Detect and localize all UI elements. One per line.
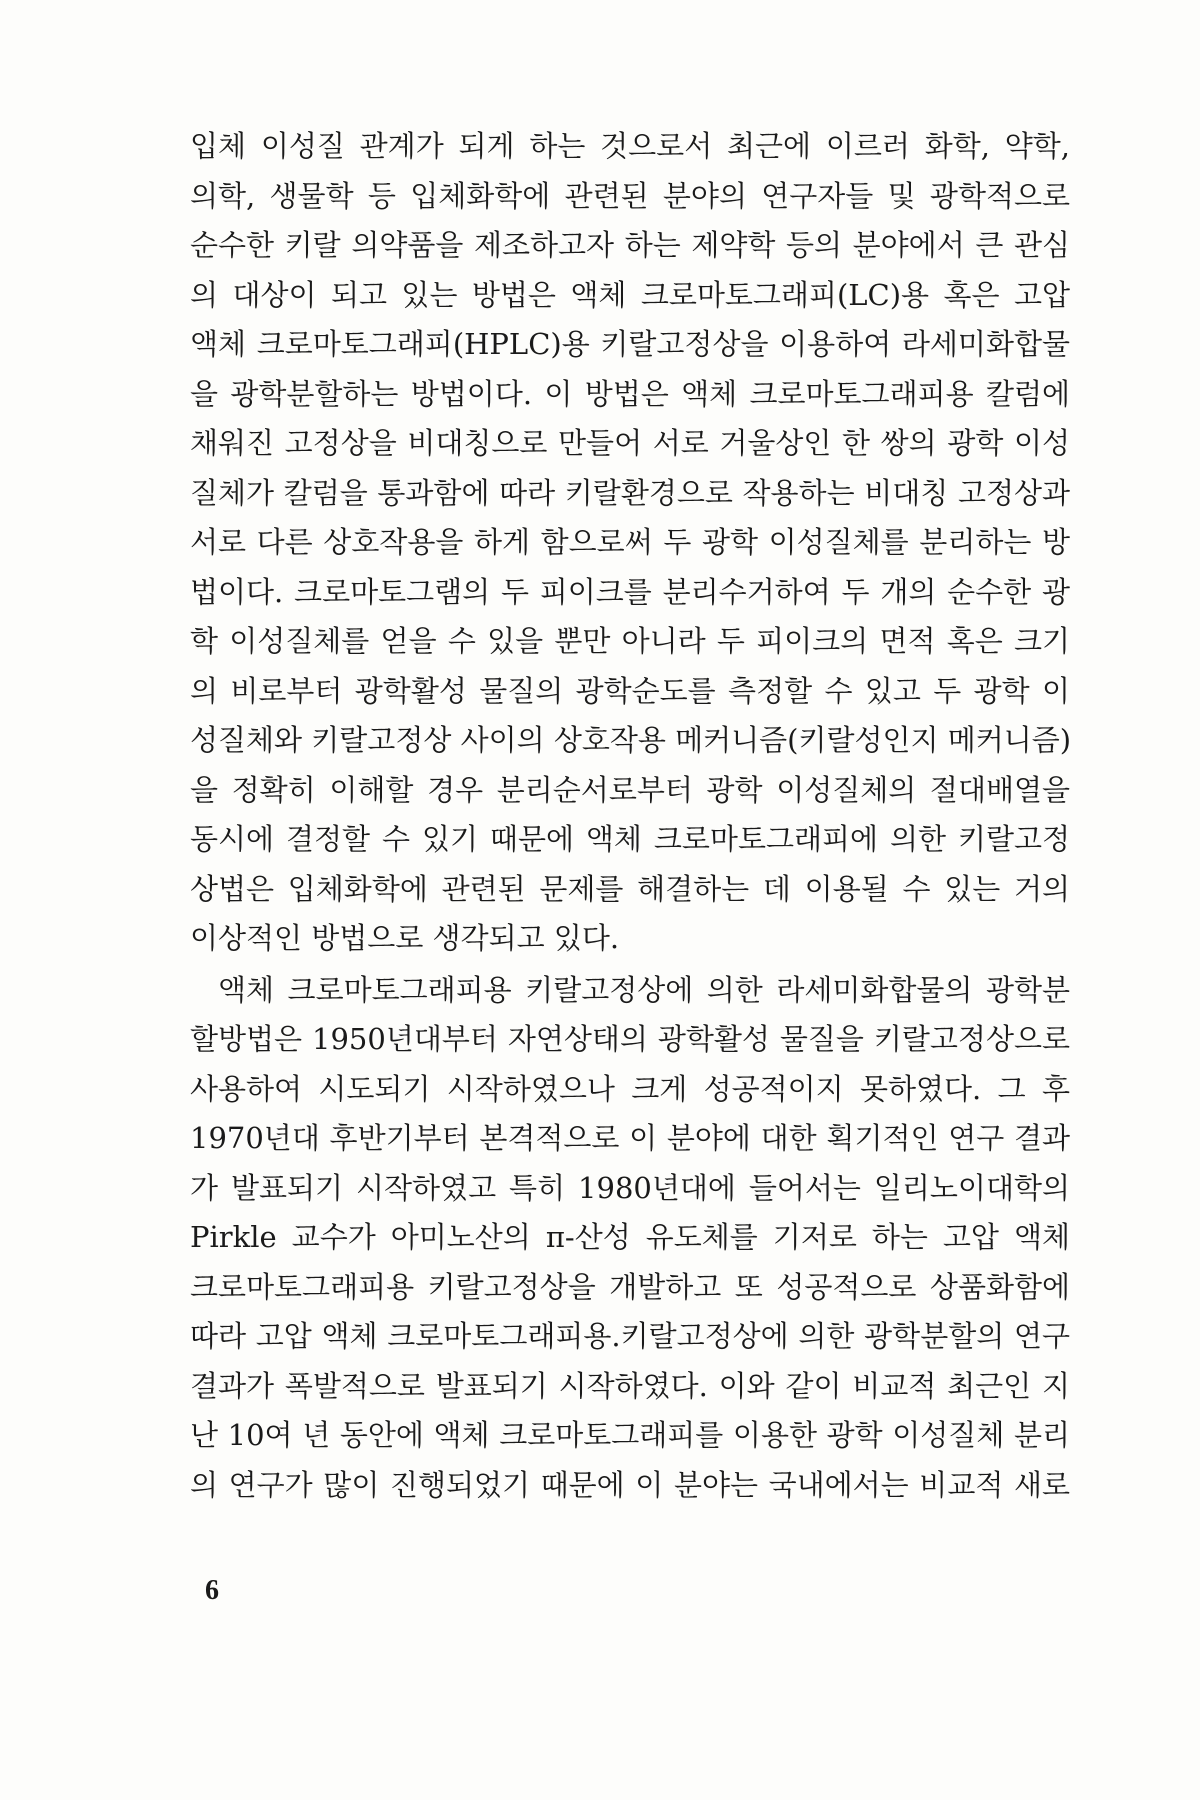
text-line: Pirkle 교수가 아미노산의 π-산성 유도체를 기저로 하는 고압 액체	[190, 1220, 1070, 1254]
text-line: 의 비로부터 광학활성 물질의 광학순도를 측정할 수 있고 두 광학 이	[190, 673, 1070, 708]
text-line: 성질체와 키랄고정상 사이의 상호작용 메커니즘(키랄성인지 메커니즘)	[190, 723, 1072, 757]
text-line: 입체 이성질 관계가 되게 하는 것으로서 최근에 이르러 화학, 약학,	[190, 129, 1070, 163]
text-line: 결과가 폭발적으로 발표되기 시작하였다. 이와 같이 비교적 최근인 지	[190, 1368, 1070, 1403]
text-line: 가 발표되기 시작하였고 특히 1980년대에 들어서는 일리노이대학의	[190, 1170, 1070, 1205]
text-line: 따라 고압 액체 크로마토그래피용.키랄고정상에 의한 광학분할의 연구	[190, 1319, 1070, 1353]
text-line: 서로 다른 상호작용을 하게 함으로써 두 광학 이성질체를 분리하는 방	[190, 525, 1070, 559]
text-line: 난 10여 년 동안에 액체 크로마토그래피를 이용한 광학 이성질체 분리	[190, 1418, 1070, 1452]
text-line: 의학, 생물학 등 입체화학에 관련된 분야의 연구자들 및 광학적으로	[190, 178, 1070, 213]
paragraph-2	[190, 966, 1070, 1511]
text-line: 이상적인 방법으로 생각되고 있다.	[190, 921, 620, 955]
text-line: 의 대상이 되고 있는 방법은 액체 크로마토그래피(LC)용 혹은 고압	[190, 277, 1070, 312]
text-line: 할방법은 1950년대부터 자연상태의 광학활성 물질을 키랄고정상으로	[190, 1022, 1070, 1056]
text-line: 동시에 결정할 수 있기 때문에 액체 크로마토그래피에 의한 키랄고정	[190, 822, 1070, 856]
body-text	[190, 122, 1070, 1510]
text-line: 질체가 칼럼을 통과함에 따라 키랄환경으로 작용하는 비대칭 고정상과	[190, 475, 1070, 510]
paragraph-1	[190, 122, 1070, 964]
text-line: 을 정확히 이해할 경우 분리순서로부터 광학 이성질체의 절대배열을	[190, 772, 1070, 807]
text-line: 사용하여 시도되기 시작하였으나 크게 성공적이지 못하였다. 그 후	[190, 1071, 1070, 1106]
text-line: 법이다. 크로마토그램의 두 피이크를 분리수거하여 두 개의 순수한 광	[190, 574, 1070, 609]
text-line: 액체 크로마토그래피(HPLC)용 키랄고정상을 이용하여 라세미화합물	[190, 327, 1070, 361]
page-number: 6	[205, 1575, 219, 1606]
text-line: 순수한 키랄 의약품을 제조하고자 하는 제약학 등의 분야에서 큰 관심	[190, 228, 1070, 262]
text-line: 크로마토그래피용 키랄고정상을 개발하고 또 성공적으로 상품화함에	[190, 1269, 1070, 1304]
text-line: 채워진 고정상을 비대칭으로 만들어 서로 거울상인 한 쌍의 광학 이성	[190, 426, 1070, 460]
text-line: 학 이성질체를 얻을 수 있을 뿐만 아니라 두 피이크의 면적 혹은 크기	[190, 624, 1070, 658]
text-line: 액체 크로마토그래피용 키랄고정상에 의한 라세미화합물의 광학분	[218, 972, 1070, 1007]
text-line: 을 광학분할하는 방법이다. 이 방법은 액체 크로마토그래피용 칼럼에	[190, 376, 1070, 411]
text-line: 상법은 입체화학에 관련된 문제를 해결하는 데 이용될 수 있는 거의	[190, 871, 1070, 906]
text-line: 의 연구가 많이 진행되었기 때문에 이 분야는 국내에서는 비교적 새로	[190, 1467, 1070, 1502]
text-line: 1970년대 후반기부터 본격적으로 이 분야에 대한 획기적인 연구 결과	[190, 1121, 1070, 1155]
